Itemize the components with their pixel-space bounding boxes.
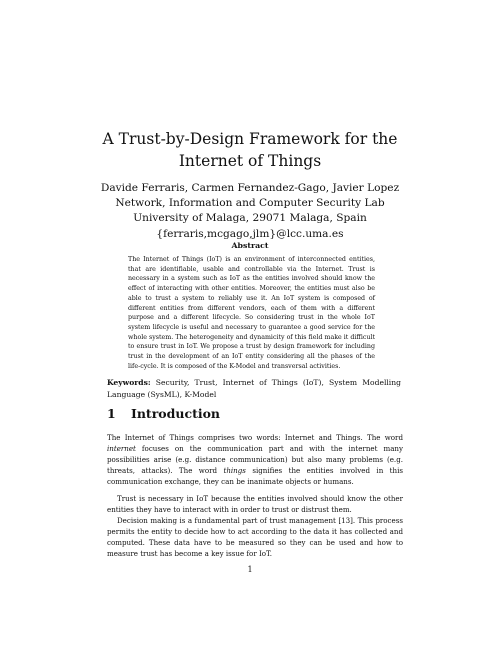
section-body bbox=[107, 432, 403, 559]
keywords-label: Keywords: bbox=[107, 378, 151, 387]
keywords-text: Security, Trust, Internet of Things (IoT), System Modelling Language (SysML), K-Model bbox=[107, 378, 401, 399]
author-names: Davide Ferraris, Carmen Fernandez-Gago, Javier Lopez bbox=[100, 182, 400, 194]
section-title: Introduction bbox=[131, 406, 221, 421]
section-number: 1 bbox=[107, 406, 116, 421]
paper-title: A Trust-by-Design Framework for the Internet of Things bbox=[102, 130, 398, 170]
author-university: University of Malaga, 29071 Malaga, Spain bbox=[133, 212, 367, 225]
page-number: 1 bbox=[247, 565, 253, 574]
author-block bbox=[60, 181, 440, 242]
paragraph-1 bbox=[107, 432, 403, 487]
abstract-text: The Internet of Things (IoT) is an environment of interconnected entities, that are identifiable, usable and controllable via the Internet. Trust is necessary in a system such as IoT as the entities involved should know the effect of interacting with other entities. Moreover, the entities must also be able to trust a system to reliably use it. An IoT system is composed of different entities from different vendors, each of them with a different purpose and a different lifecycle. So considering trust in the whole IoT system lifecycle is useful and necessary to guarantee a good service for the whole system. The heterogeneity and dynamicity of this field make it difficult to ensure trust in IoT. We propose a trust by design framework for including trust in the development of an IoT entity considering all the phases of the life-cycle. It is composed of the K-Model and transversal activities. bbox=[128, 256, 375, 370]
author-email: {ferraris,mcgago,jlm}@lcc.uma.es bbox=[156, 227, 344, 240]
emphasis-internet: internet bbox=[107, 444, 136, 453]
paragraph-1-text-a: The Internet of Things comprises two words: Internet and Things. The word bbox=[107, 433, 403, 442]
emphasis-things: things bbox=[223, 466, 246, 475]
paragraph-2: Trust is necessary in IoT because the entities involved should know the other entities they have to interact with in order to trust or distrust them. bbox=[107, 494, 403, 514]
abstract-heading: Abstract bbox=[231, 241, 269, 250]
paragraph-3: Decision making is a fundamental part of trust management [13]. This process permits the entity to decide how to act according to the data it has collected and computed. These data have to be measured so they can be used and how to measure trust has become a key issue for IoT. bbox=[107, 516, 403, 558]
paragraph-1-text-c: signifies the entities involved in this communication exchange, they can be inanimate objects or humans. bbox=[107, 466, 403, 486]
paragraph-1-text-b: focuses on the communication part and with the internet many possibilities arise (e.g. distance communication) but also many problems (e.g. threats, attacks). The word bbox=[107, 444, 403, 475]
author-lab: Network, Information and Computer Security Lab bbox=[115, 197, 385, 210]
section-heading bbox=[107, 406, 220, 421]
keywords bbox=[107, 377, 401, 401]
